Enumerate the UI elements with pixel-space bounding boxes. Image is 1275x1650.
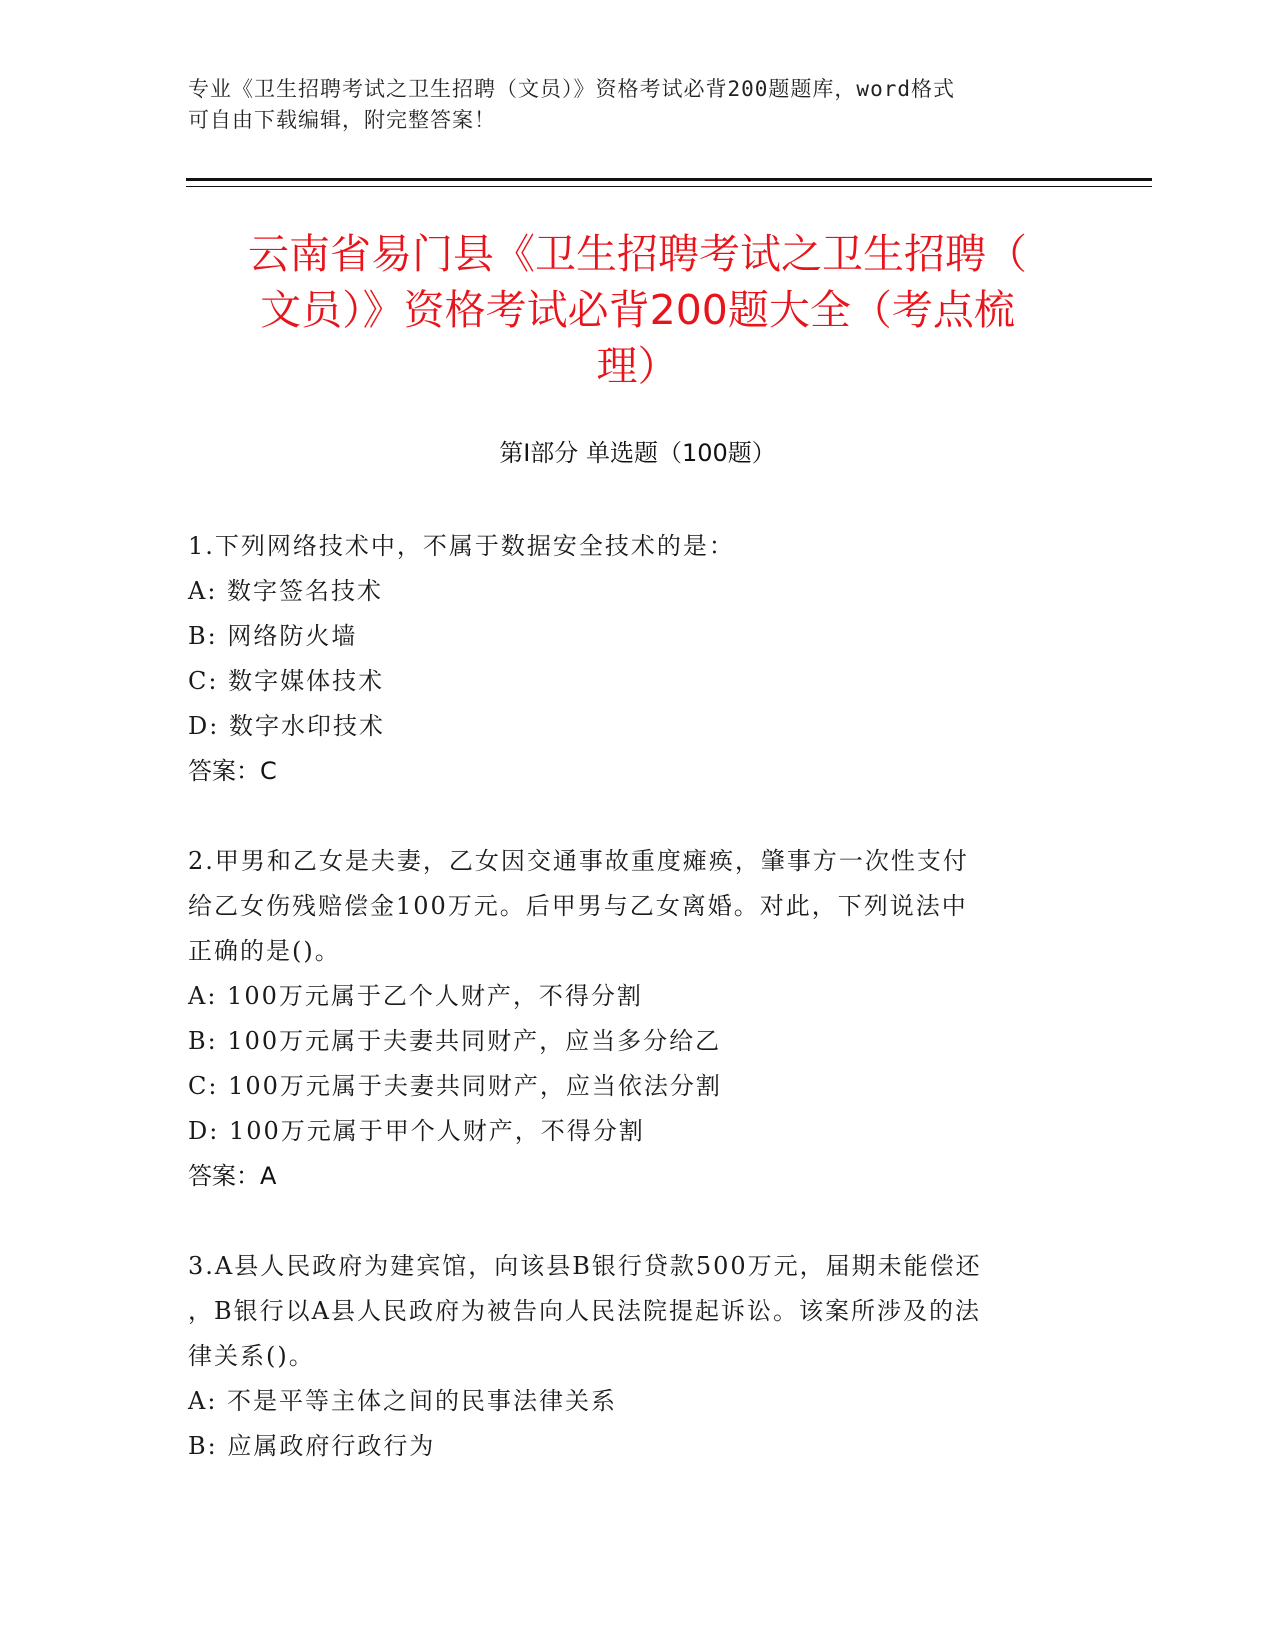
option-c: C: 100万元属于夫妻共同财产，应当依法分割 [188,1072,722,1100]
question-2 [188,839,1088,1198]
option-a: A: 不是平等主体之间的民事法律关系 [188,1387,618,1415]
question-stem [188,1244,1088,1379]
answer: 答案：A [188,1162,277,1190]
question-1 [188,524,1088,793]
section-heading: 第Ⅰ部分 单选题（100题） [499,439,776,467]
question-stem [188,839,1088,974]
title-line-3: 理） [596,342,679,390]
question-stem-line: 正确的是()。 [188,937,341,965]
title-line-1: 云南省易门县《卫生招聘考试之卫生招聘（ [248,230,1027,278]
document-title [170,226,1105,394]
header-note-line-1: 专业《卫生招聘考试之卫生招聘（文员）》资格考试必背200题题库，word格式 [188,77,955,101]
header-note [188,74,1088,136]
option-b: B: 应属政府行政行为 [188,1432,436,1460]
question-stem [188,524,1088,569]
title-line-2: 文员）》资格考试必背200题大全（考点梳 [260,286,1015,334]
question-stem-line: 给乙女伤残赔偿金100万元。后甲男与乙女离婚。对此，下列说法中 [188,892,968,920]
question-stem-line: 律关系()。 [188,1342,315,1370]
question-list [188,524,1088,1515]
header-divider-thin [186,186,1152,187]
option-a: A: 100万元属于乙个人财产，不得分割 [188,982,643,1010]
option-b: B: 100万元属于夫妻共同财产，应当多分给乙 [188,1027,722,1055]
question-3 [188,1244,1088,1469]
question-stem-line: 1.下列网络技术中，不属于数据安全技术的是： [188,532,735,560]
option-c: C: 数字媒体技术 [188,667,385,695]
option-b: B: 网络防火墙 [188,622,358,650]
option-d: D: 数字水印技术 [188,712,385,740]
option-d: D: 100万元属于甲个人财产，不得分割 [188,1117,645,1145]
question-stem-line: ，B银行以A县人民政府为被告向人民法院提起诉讼。该案所涉及的法 [188,1297,981,1325]
answer: 答案：C [188,757,277,785]
option-a: A: 数字签名技术 [188,577,384,605]
question-stem-line: 2.甲男和乙女是夫妻，乙女因交通事故重度瘫痪，肇事方一次性支付 [188,847,969,875]
header-note-line-2: 可自由下载编辑，附完整答案！ [188,108,496,132]
header-divider-thick [186,178,1152,181]
question-stem-line: 3.A县人民政府为建宾馆，向该县B银行贷款500万元，届期未能偿还 [188,1252,982,1280]
